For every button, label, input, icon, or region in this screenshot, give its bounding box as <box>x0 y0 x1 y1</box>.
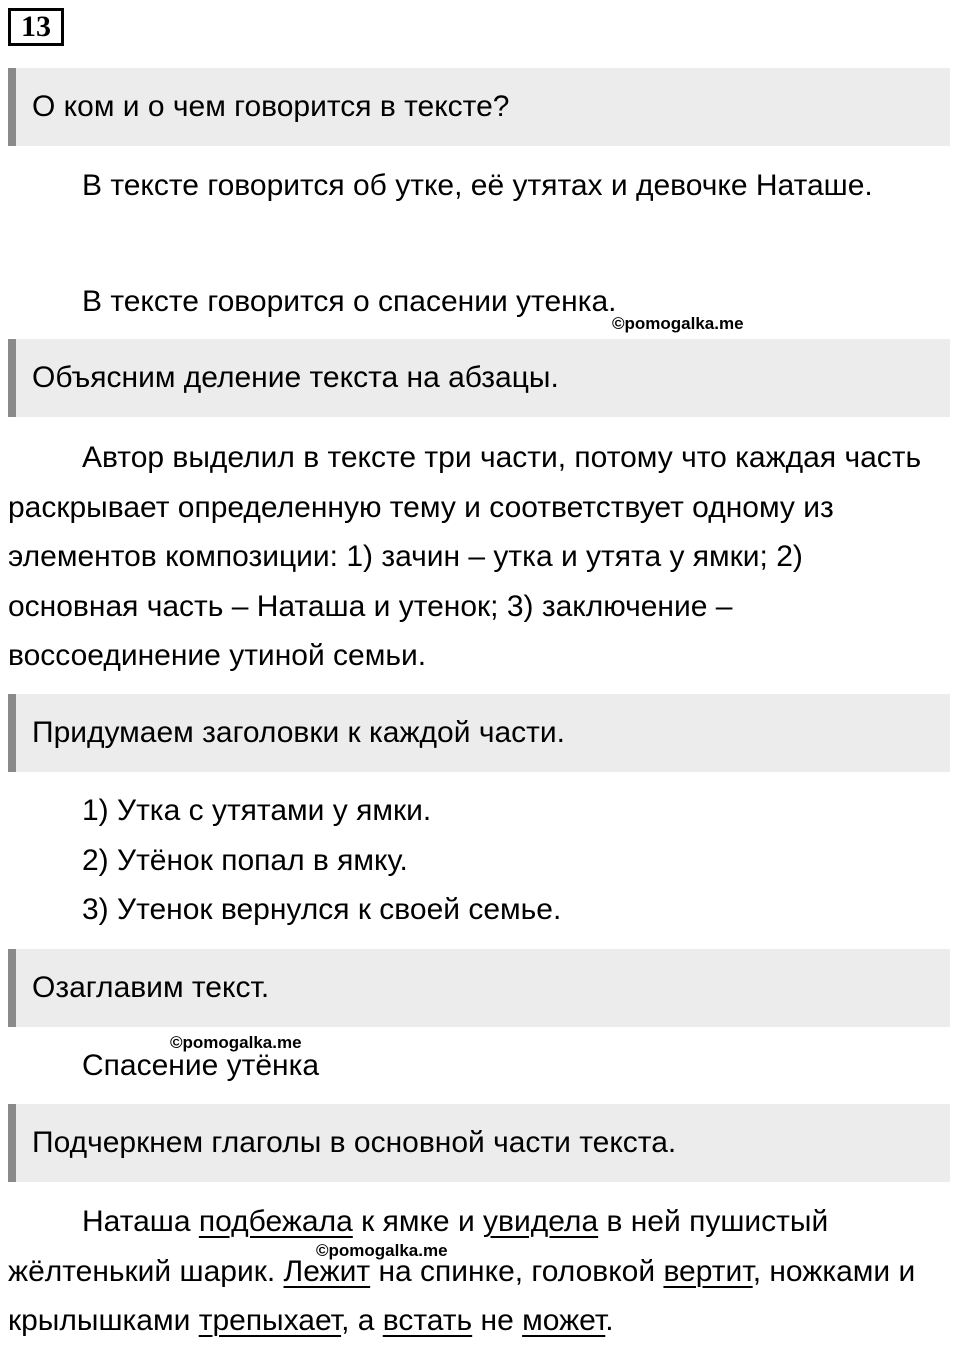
heading-item-2: 2) Утёнок попал в ямку. <box>82 844 408 877</box>
passage-text: , ножками и крылышками <box>8 1254 916 1337</box>
answer-text-about-rescue: В тексте говорится о спасении утенка. <box>82 285 617 318</box>
passage-text: . <box>605 1304 614 1337</box>
verb-underlined: встать <box>382 1304 473 1337</box>
passage-text: в ней пушистый жёлтенький шарик. <box>8 1205 829 1288</box>
verb-underlined: подбежала <box>198 1205 353 1238</box>
passage-text: к ямке и <box>352 1205 484 1238</box>
watermark: ©pomogalka.me <box>170 1033 302 1052</box>
heading-item-1: 1) Утка с утятами у ямки. <box>82 794 432 827</box>
passage-text: , а <box>341 1304 383 1337</box>
heading-item-3: 3) Утенок вернулся к своей семье. <box>82 893 562 926</box>
question-title-text: Озаглавим текст. <box>8 949 950 1027</box>
task-number: 13 <box>8 8 64 46</box>
answer-text-about-duck: В тексте говорится об утке, её утятах и девочке Наташе. <box>82 169 873 202</box>
watermark: ©pomogalka.me <box>316 1241 448 1260</box>
question-paragraph-division: Объясним деление текста на абзацы. <box>8 339 950 417</box>
watermark: ©pomogalka.me <box>612 314 744 333</box>
answer-paragraph-division: Автор выделил в тексте три части, потому что каждая часть раскрывает определенную тему и соответствует одному из элементов композиции: 1) зачин – утка и утята у ямки; 2) основная часть – Наташа и утенок; 3) заключение – воссоединение утиной семьи. <box>8 441 922 672</box>
passage-with-verbs <box>8 1197 928 1346</box>
passage-text: не <box>472 1304 523 1337</box>
verb-underlined: увидела <box>483 1205 599 1238</box>
verb-underlined: может <box>522 1304 606 1337</box>
answer-title: Спасение утёнка <box>82 1049 320 1082</box>
verb-underlined: Лежит <box>283 1254 371 1288</box>
passage-text: Наташа <box>82 1205 199 1238</box>
question-underline-verbs: Подчеркнем глаголы в основной части текста. <box>8 1104 950 1182</box>
verb-underlined: вертит <box>663 1254 753 1288</box>
verb-underlined: трепыхает <box>198 1304 342 1337</box>
question-part-headings: Придумаем заголовки к каждой части. <box>8 694 950 772</box>
question-what-is-text-about: О ком и о чем говорится в тексте? <box>8 68 950 146</box>
passage-text: на спинке, головкой <box>370 1254 664 1288</box>
